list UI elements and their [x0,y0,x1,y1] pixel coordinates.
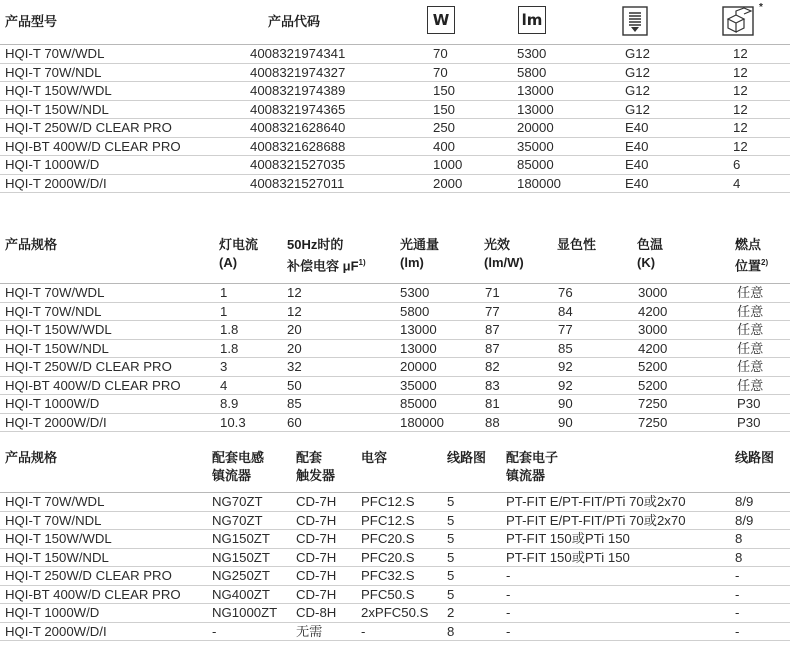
table-row [0,586,790,605]
cell-wiring-diagram: 5 [447,586,455,602]
cell-ignitor: CD-7H [296,586,337,602]
header-luminous-flux-unit: (lm) [400,255,424,270]
cell-product-model: HQI-T 1000W/D [5,157,100,172]
table-row [0,530,790,549]
cell-product-spec: HQI-T 70W/NDL [5,303,102,319]
table-row [0,512,790,531]
cell-burning-position: P30 [737,414,761,430]
cell-luminous-flux: 13000 [400,340,437,356]
cell-capacitance: 32 [287,359,302,374]
cell-lumen: 35000 [517,138,554,154]
cell-burning-position: 任意 [737,340,764,356]
cell-wattage: 250 [433,120,456,135]
cell-product-code: 4008321628688 [250,138,346,154]
cell-capacitor: PFC20.S [361,531,415,546]
cell-lumen: 180000 [517,175,562,191]
header-ballast: 配套电感 [212,450,265,465]
header-ignitor: 配套 [296,450,323,465]
cell-product-model: HQI-T 250W/D CLEAR PRO [5,120,172,135]
cell-product-spec: HQI-T 70W/WDL [5,285,105,300]
electrical-photometric-table [0,229,790,432]
cell-product-spec: HQI-T 2000W/D/I [5,623,107,639]
header-product-model: 产品型号 [5,14,58,29]
table-row [0,358,790,377]
cell-burning-position: 任意 [737,285,764,300]
cell-ballast: NG150ZT [212,531,270,546]
cell-efficacy: 71 [485,285,500,300]
cell-color-rendering: 92 [558,359,573,374]
header-electronic-ballast-2: 镇流器 [506,468,546,483]
header-burning-position-2: 位置$^{2)}$ [735,258,769,274]
cell-color-temp: 5200 [638,359,668,374]
cell-pack-qty: 12 [733,120,748,135]
gear-accessories-table [0,445,790,641]
cell-wiring-diagram-2: - [735,623,740,639]
cell-product-spec: HQI-T 1000W/D [5,605,100,620]
cell-efficacy: 87 [485,340,500,356]
header-electronic-ballast: 配套电子 [506,450,559,465]
watt-symbol-icon: W [427,6,455,34]
cell-color-rendering: 76 [558,285,573,300]
table-row [0,64,790,83]
cell-luminous-flux: 5800 [400,303,430,319]
cell-lumen: 13000 [517,83,554,98]
cell-capacitor: 2xPFC50.S [361,605,429,620]
cell-luminous-flux: 85000 [400,396,437,411]
table2-body [0,284,790,432]
cell-product-spec: HQI-T 70W/NDL [5,512,102,528]
table1-body [0,45,790,193]
footnote-star: * [759,2,763,13]
table-row [0,119,790,138]
table2-header [0,229,790,284]
header-capacitor: 50Hz时的 [287,237,344,252]
cell-ballast: NG150ZT [212,549,270,565]
cell-lumen: 5800 [517,64,547,80]
cell-product-model: HQI-T 70W/NDL [5,64,102,80]
header-wiring-diagram-2: 线路图 [735,450,775,465]
cell-lumen: 20000 [517,120,554,135]
table-row [0,414,790,433]
cell-pack-qty: 12 [733,138,748,154]
cell-wiring-diagram: 5 [447,549,455,565]
header-lamp-current-unit: (A) [219,255,238,270]
cell-efficacy: 82 [485,359,500,374]
header-capacitor: 电容 [361,450,388,465]
cell-capacitor: PFC12.S [361,494,415,509]
cell-electronic-ballast: - [506,623,511,639]
cell-ignitor: CD-7H [296,549,337,565]
cell-lamp-current: 1 [220,285,228,300]
cell-ignitor: CD-7H [296,512,337,528]
table3-header [0,445,790,493]
cell-product-code: 4008321974389 [250,83,346,98]
header-product-code: 产品代码 [268,14,321,29]
cell-electronic-ballast: - [506,605,511,620]
header-ignitor-2: 触发器 [296,468,336,483]
cell-base: G12 [625,101,650,117]
cell-ignitor: CD-7H [296,568,337,583]
cell-luminous-flux: 20000 [400,359,437,374]
cell-product-model: HQI-T 2000W/D/I [5,175,107,191]
cell-product-code: 4008321974327 [250,64,346,80]
cell-wattage: 70 [433,64,448,80]
header-color-rendering: 显色性 [557,237,597,252]
cell-capacitor: PFC20.S [361,549,415,565]
cell-efficacy: 81 [485,396,500,411]
cell-wiring-diagram: 5 [447,494,455,509]
header-product-spec: 产品规格 [5,237,58,252]
cell-color-rendering: 90 [558,396,573,411]
header-wiring-diagram: 线路图 [447,450,487,465]
cell-color-temp: 7250 [638,396,668,411]
cell-burning-position: 任意 [737,303,764,319]
table-row [0,493,790,512]
cell-product-spec: HQI-BT 400W/D CLEAR PRO [5,586,181,602]
cell-wiring-diagram-2: 8/9 [735,512,754,528]
cell-product-spec: HQI-T 150W/WDL [5,531,112,546]
cell-product-spec: HQI-T 250W/D CLEAR PRO [5,359,172,374]
cell-color-temp: 4200 [638,303,668,319]
table-row [0,284,790,303]
header-luminous-flux: 光通量 [400,237,440,252]
cell-capacitor: PFC32.S [361,568,415,583]
table-row [0,175,790,194]
header-burning-position: 燃点 [735,237,762,252]
cell-wiring-diagram-2: - [735,605,740,620]
cell-wiring-diagram-2: 8/9 [735,494,754,509]
cell-burning-position: P30 [737,396,761,411]
cell-efficacy: 83 [485,377,500,393]
cell-efficacy: 87 [485,322,500,337]
header-efficacy-unit: (lm/W) [484,255,524,270]
cell-electronic-ballast: PT-FIT 150或PTi 150 [506,531,630,546]
table-row [0,377,790,396]
cell-electronic-ballast: PT-FIT E/PT-FIT/PTi 70或2x70 [506,494,686,509]
cell-ballast: NG1000ZT [212,605,278,620]
cell-lumen: 85000 [517,157,554,172]
cell-color-rendering: 84 [558,303,573,319]
cell-capacitance: 20 [287,322,302,337]
cell-base: E40 [625,175,649,191]
cell-product-spec: HQI-T 2000W/D/I [5,414,107,430]
cell-pack-qty: 12 [733,101,748,117]
cell-ballast: NG70ZT [212,494,263,509]
cell-base: G12 [625,46,650,61]
cell-pack-qty: 4 [733,175,741,191]
cell-capacitance: 12 [287,285,302,300]
table-row [0,567,790,586]
cell-burning-position: 任意 [737,322,764,337]
cell-product-spec: HQI-T 1000W/D [5,396,100,411]
cell-ignitor: 无需 [296,623,323,639]
cell-product-model: HQI-T 150W/WDL [5,83,112,98]
cell-product-code: 4008321974365 [250,101,346,117]
cell-capacitor: - [361,623,366,639]
table-row [0,156,790,175]
table-row [0,101,790,120]
cell-ignitor: CD-8H [296,605,337,620]
cell-product-spec: HQI-BT 400W/D CLEAR PRO [5,377,181,393]
table-row [0,395,790,414]
cell-color-temp: 3000 [638,285,668,300]
cell-product-code: 4008321628640 [250,120,346,135]
cell-product-code: 4008321527035 [250,157,346,172]
table-row [0,138,790,157]
cell-product-spec: HQI-T 150W/NDL [5,549,109,565]
cell-wiring-diagram: 2 [447,605,455,620]
header-capacitor-unit: 补偿电容 $\mu F^{1)}$ [287,258,366,274]
cell-product-spec: HQI-T 250W/D CLEAR PRO [5,568,172,583]
cell-color-temp: 7250 [638,414,668,430]
cell-wattage: 150 [433,83,456,98]
header-product-spec: 产品规格 [5,450,58,465]
cell-lumen: 5300 [517,46,547,61]
cell-efficacy: 88 [485,414,500,430]
package-boxes-icon [722,6,756,36]
cell-color-rendering: 92 [558,377,573,393]
cell-luminous-flux: 13000 [400,322,437,337]
cell-lamp-current: 1.8 [220,340,239,356]
cell-product-code: 4008321527011 [250,175,345,191]
cell-base: G12 [625,64,650,80]
cell-wattage: 70 [433,46,448,61]
cell-wiring-diagram-2: - [735,586,740,602]
cell-lumen: 13000 [517,101,554,117]
cell-ballast: - [212,623,217,639]
cell-wattage: 400 [433,138,456,154]
cell-burning-position: 任意 [737,377,764,393]
cell-wattage: 1000 [433,157,463,172]
cell-lamp-current: 4 [220,377,228,393]
cell-wiring-diagram-2: 8 [735,531,743,546]
cell-color-rendering: 77 [558,322,573,337]
cell-pack-qty: 6 [733,157,741,172]
header-color-temp: 色温 [637,237,664,252]
cell-capacitance: 20 [287,340,302,356]
cell-ballast: NG400ZT [212,586,270,602]
cell-color-rendering: 90 [558,414,573,430]
cell-electronic-ballast: - [506,586,511,602]
table-row [0,549,790,568]
cell-lamp-current: 3 [220,359,228,374]
cell-capacitance: 12 [287,303,302,319]
header-efficacy: 光效 [484,237,511,252]
cell-ignitor: CD-7H [296,531,337,546]
cell-electronic-ballast: PT-FIT E/PT-FIT/PTi 70或2x70 [506,512,686,528]
cell-capacitance: 50 [287,377,302,393]
cell-product-spec: HQI-T 150W/NDL [5,340,109,356]
cell-lamp-current: 8.9 [220,396,239,411]
cell-base: E40 [625,157,649,172]
cell-product-model: HQI-T 150W/NDL [5,101,109,117]
cell-efficacy: 77 [485,303,500,319]
cell-base: E40 [625,120,649,135]
cell-capacitor: PFC12.S [361,512,415,528]
cell-wattage: 2000 [433,175,463,191]
cell-capacitance: 85 [287,396,302,411]
cell-base: G12 [625,83,650,98]
cell-wiring-diagram: 5 [447,531,455,546]
table1-header [0,0,790,45]
cell-lamp-current: 10.3 [220,414,246,430]
header-lamp-current: 灯电流 [219,237,259,252]
cell-lamp-current: 1.8 [220,322,239,337]
cell-color-rendering: 85 [558,340,573,356]
cell-wiring-diagram: 5 [447,512,455,528]
cell-luminous-flux: 35000 [400,377,437,393]
cell-color-temp: 4200 [638,340,668,356]
cell-wiring-diagram-2: 8 [735,549,743,565]
cell-electronic-ballast: - [506,568,511,583]
table-row [0,604,790,623]
cell-color-temp: 5200 [638,377,668,393]
cell-pack-qty: 12 [733,46,748,61]
cell-product-model: HQI-T 70W/WDL [5,46,105,61]
cell-wiring-diagram: 5 [447,568,455,583]
cell-product-spec: HQI-T 70W/WDL [5,494,105,509]
cell-wattage: 150 [433,101,456,117]
cell-capacitor: PFC50.S [361,586,415,602]
table3-body [0,493,790,641]
cell-burning-position: 任意 [737,359,764,374]
table-row [0,303,790,322]
table-row [0,340,790,359]
cell-electronic-ballast: PT-FIT 150或PTi 150 [506,549,630,565]
cell-ballast: NG250ZT [212,568,270,583]
lumen-symbol-icon: lm [518,6,546,34]
cell-luminous-flux: 5300 [400,285,430,300]
cell-ignitor: CD-7H [296,494,337,509]
lamp-base-icon [620,6,650,36]
cell-lamp-current: 1 [220,303,228,319]
cell-capacitance: 60 [287,414,302,430]
table-row [0,623,790,642]
table-row [0,321,790,340]
header-color-temp-unit: (K) [637,255,656,270]
cell-wiring-diagram: 8 [447,623,455,639]
cell-wiring-diagram-2: - [735,568,740,583]
cell-base: E40 [625,138,649,154]
cell-pack-qty: 12 [733,83,748,98]
product-code-table [0,0,790,193]
cell-color-temp: 3000 [638,322,668,337]
cell-ballast: NG70ZT [212,512,263,528]
cell-pack-qty: 12 [733,64,748,80]
cell-product-code: 4008321974341 [250,46,346,61]
cell-product-spec: HQI-T 150W/WDL [5,322,112,337]
cell-luminous-flux: 180000 [400,414,445,430]
table-row [0,45,790,64]
cell-product-model: HQI-BT 400W/D CLEAR PRO [5,138,181,154]
header-ballast-2: 镇流器 [212,468,252,483]
table-row [0,82,790,101]
